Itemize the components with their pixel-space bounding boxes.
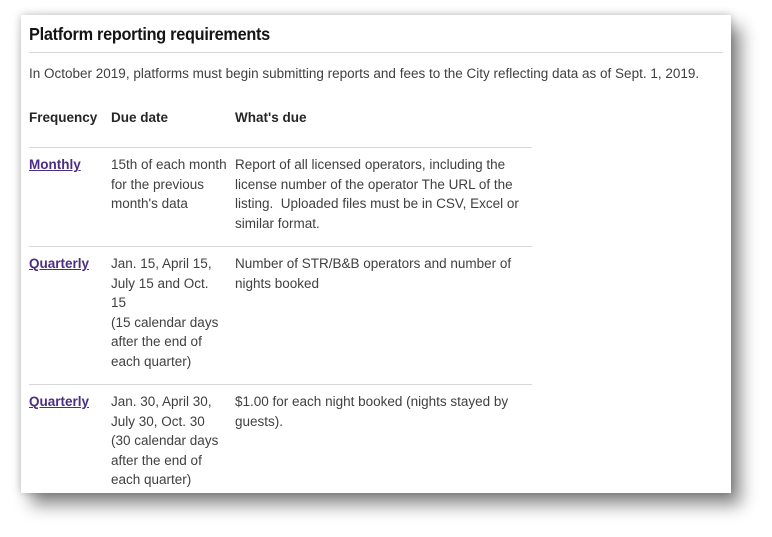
- frequency-cell: [29, 385, 111, 492]
- due-dates-text: Jan. 30, April 30, July 30, Oct. 30: [111, 394, 212, 429]
- due-dates-text: 15th of each month for the previous month's data: [111, 157, 227, 211]
- due-date-cell: [111, 148, 235, 247]
- whats-due-cell: $1.00 for each night booked (nights stayed by guests).: [235, 394, 512, 429]
- due-note-text: (15 calendar days after the end of each quarter): [111, 314, 219, 369]
- header-whats-due: What's due: [235, 110, 307, 125]
- report-card: [21, 15, 731, 493]
- whats-due-cell: Report of all licensed operators, including the license number of the operator The URL of the listing. Uploaded files must be in CSV, Excel or similar format.: [235, 157, 523, 231]
- requirements-table: [29, 110, 532, 492]
- monthly-link[interactable]: Monthly: [29, 157, 81, 172]
- due-dates-text: Jan. 15, April 15, July 15 and Oct. 15: [111, 256, 212, 310]
- title-divider: [29, 52, 723, 53]
- due-date-cell: [111, 385, 235, 492]
- whats-due-cell: Number of STR/B&B operators and number of nights booked: [235, 256, 515, 291]
- frequency-cell: [29, 148, 111, 247]
- quarterly-link[interactable]: Quarterly: [29, 394, 90, 409]
- quarterly-link[interactable]: Quarterly: [29, 256, 90, 271]
- due-note-text: (30 calendar days after the end of each quarter): [111, 433, 219, 487]
- frequency-cell: [29, 247, 111, 385]
- table-row: [29, 385, 532, 492]
- table-header-row: [29, 110, 532, 148]
- due-date-cell: [111, 247, 235, 385]
- table-row: [29, 148, 532, 247]
- page-title: Platform reporting requirements: [29, 24, 270, 44]
- table-row: [29, 247, 532, 385]
- header-due-date: Due date: [111, 110, 169, 125]
- header-frequency: Frequency: [29, 110, 98, 125]
- intro-paragraph: In October 2019, platforms must begin submitting reports and fees to the City reflecting data as of Sept. 1, 2019.: [29, 66, 700, 81]
